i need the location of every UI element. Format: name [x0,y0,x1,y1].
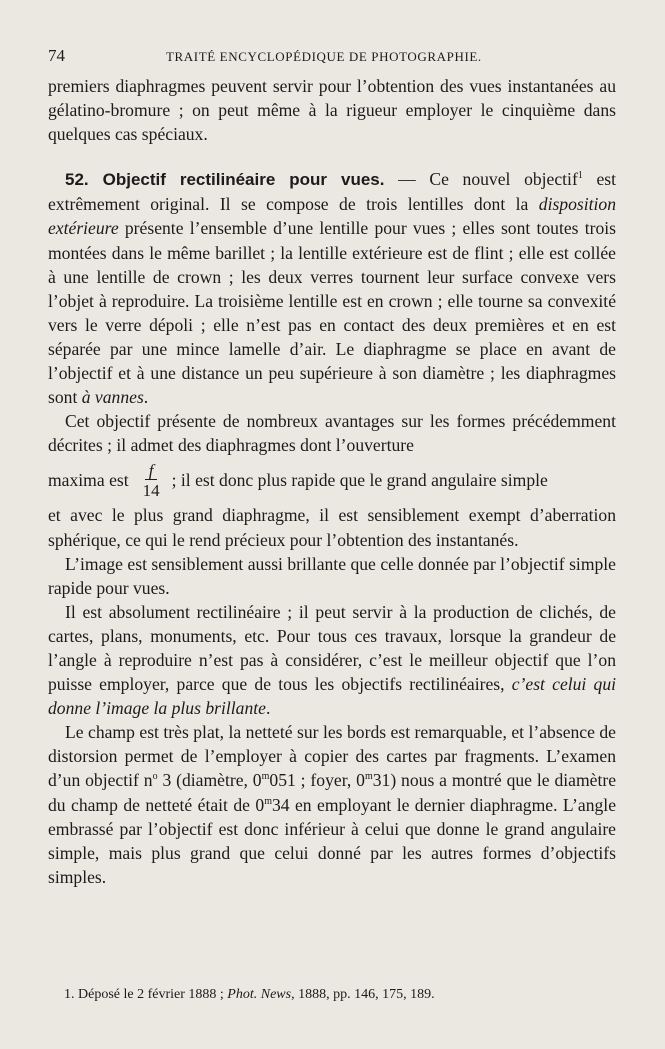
fraction-denominator: 14 [142,480,160,500]
emphasis-text: c’est celui qui donne l’image la plus brillante [48,674,617,719]
aperture-fraction [143,462,160,499]
emphasis-text: disposition extérieure [48,194,616,239]
paragraph-field: Le champ est très plat, la netteté sur les bords est remarquable, et l’absence de distorsion permet de l’employer à copier des cartes par fragments. L’examen d’un objectif $n^o$ 3 (diamètre, 0$^m$051 ; foyer, 0$^m$31) nous a montré que le diamètre du champ de netteté était de 0$^m$34 en employant le dernier diaphragme. L’angle embrassé par l’objectif est donc inférieur à celui que donne le grand angulaire simple, mais plus grand que celui donné par les autres formes d’objectifs simples. [48,722,616,887]
page-number: 74 [48,46,65,65]
footnote-reference: 1 [577,170,583,182]
paragraph-advantages-continued: et avec le plus grand diaphragme, il est sensiblement exempt d’aberration sphérique, ce qui le rend précieux pour l’obtention des instantanés. [48,505,616,550]
section-heading [65,170,384,189]
running-title: TRAITÉ ENCYCLOPÉDIQUE DE PHOTOGRAPHIE. [166,49,482,64]
fraction-line: maxima est $\frac{f}{14}$ ; il est donc plus rapide que le grand angulaire simple [48,460,548,500]
section-gap [48,146,616,167]
paragraph-advantages: Cet objectif présente de nombreux avantages sur les formes précédemment décrites ; il admet des diaphragmes dont l’ouverture [48,411,616,456]
footnote: 1. Déposé le 2 février 1888 ; Phot. News, 1888, pp. 146, 175, 189. [64,987,435,1002]
section-number: 52. [65,170,89,190]
fraction-numerator: f [145,462,158,480]
section-title: Objectif rectilinéaire pour vues. [102,170,385,190]
section-52-paragraph: 52. Objectif rectilinéaire pour vues. — Ce nouvel objectif$^1$ est extrêmement original. Il se compose de trois lentilles dont la disposition extérieure présente l’ensemble d’une lentille pour vues ; elles sont toutes trois montées dans le même barillet ; la lentille extérieure est de flint ; elle est collée à une lentille de crown ; les deux verres tournent leur surface convexe vers l’objet à reproduire. La troisième lentille est en crown ; elle tourne sa convexité vers le verre dépoli ; elle n’est pas en contact des deux premières et en est séparée par une mince lamelle d’air. Le diaphragme se place en avant de l’objectif et à une distance un peu supérieure à son diamètre ; les diaphragmes sont à vannes. [48,169,616,408]
paragraph-brightness: L’image est sensiblement aussi brillante que celle donnée par l’objectif simple rapide pour vues. [48,553,616,598]
paragraph-rectilinear: Il est absolument rectilinéaire ; il peut servir à la production de clichés, de cartes, plans, monuments, etc. Pour tous ces travaux, lorsque la grandeur de l’angle à reproduire n’est pas à considérer, c’est le meilleur objectif que l’on puisse employer, parce que de tous les objectifs rectilinéaires, c’est celui qui donne l’image la plus brillante. [48,601,617,719]
journal-title: Phot. News [227,987,292,1002]
emphasis-text: à vannes [81,387,144,408]
page-body [48,74,616,889]
paragraph-continuation: premiers diaphragmes peuvent servir pour l’obtention des vues instantanées au gélatino-bromure ; on peut même à la rigueur employer le cinquième dans quelques cas spéciaux. [48,76,616,145]
page-header [48,46,615,68]
